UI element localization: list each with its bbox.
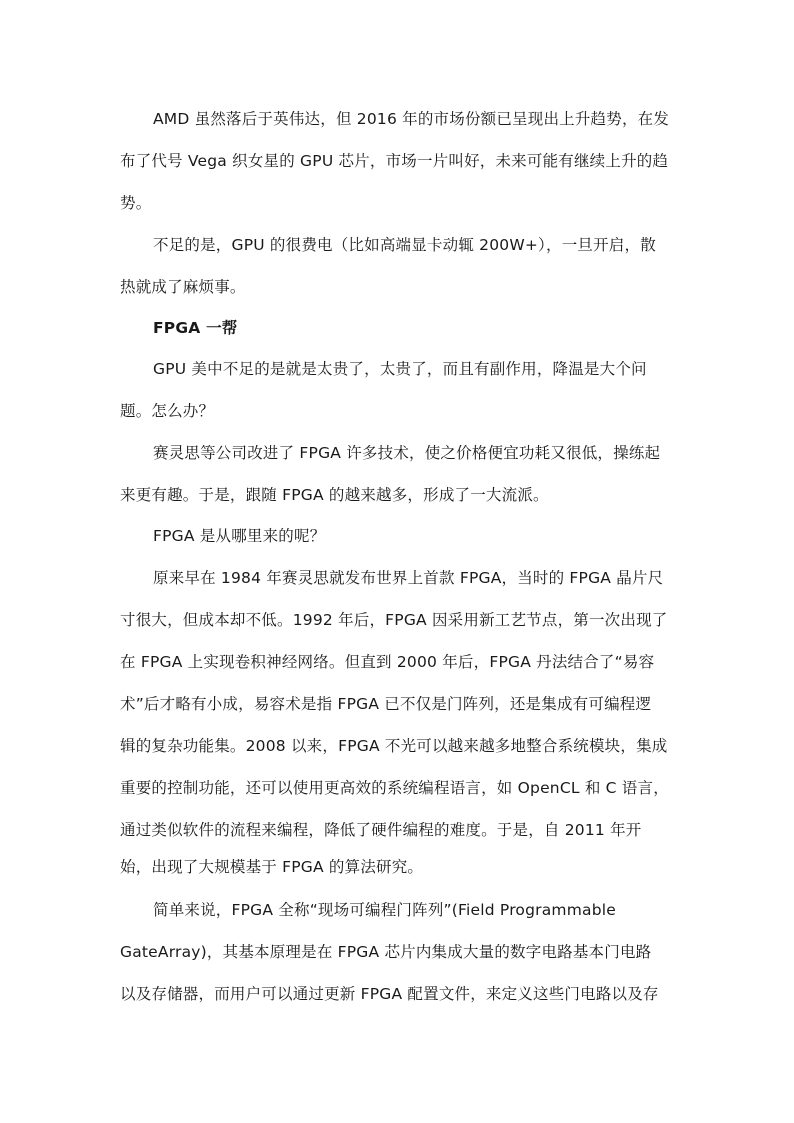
paragraph-2-line-2: 热就成了麻烦事。 [120, 278, 246, 296]
paragraph-6-line-2: 寸很大，但成本却不低。1992 年后，FPGA 因采用新工艺节点，第一次出现了 [120, 611, 668, 629]
section-heading: FPGA 一帮 [153, 319, 238, 337]
paragraph-1-line-1: AMD 虽然落后于英伟达，但 2016 年的市场份额已呈现出上升趋势，在发 [153, 110, 670, 128]
paragraph-5-line-1: FPGA 是从哪里来的呢？ [153, 527, 326, 545]
paragraph-6-line-4: 术”后才略有小成，易容术是指 FPGA 已不仅是门阵列，还是集成有可编程逻 [120, 695, 652, 713]
paragraph-3-line-2: 题。怎么办？ [120, 402, 215, 420]
paragraph-4-line-1: 赛灵思等公司改进了 FPGA 许多技术，使之价格便宜功耗又很低，操练起 [153, 444, 661, 462]
paragraph-1-line-3: 势。 [120, 194, 152, 212]
paragraph-7-line-1: 简单来说，FPGA 全称“现场可编程门阵列”(Field Programmable [153, 901, 616, 919]
paragraph-1-line-2: 布了代号 Vega 织女星的 GPU 芯片，市场一片叫好，未来可能有继续上升的趋 [120, 152, 669, 170]
paragraph-6-line-1: 原来早在 1984 年赛灵思就发布世界上首款 FPGA，当时的 FPGA 晶片尺 [153, 569, 664, 587]
paragraph-6-line-3: 在 FPGA 上实现卷积神经网络。但直到 2000 年后，FPGA 丹法结合了“易容 [120, 653, 655, 671]
paragraph-7-line-2: GateArray)，其基本原理是在 FPGA 芯片内集成大量的数字电路基本门电路 [120, 943, 652, 961]
paragraph-6-line-5: 辑的复杂功能集。2008 以来，FPGA 不光可以越来越多地整合系统模块，集成 [120, 737, 668, 755]
paragraph-4-line-2: 来更有趣。于是，跟随 FPGA 的越来越多，形成了一大流派。 [120, 486, 549, 504]
paragraph-6-line-6: 重要的控制功能，还可以使用更高效的系统编程语言，如 OpenCL 和 C 语言， [120, 779, 669, 797]
paragraph-6-line-7: 通过类似软件的流程来编程，降低了硬件编程的难度。于是，自 2011 年开 [120, 821, 642, 839]
paragraph-2-line-1: 不足的是，GPU 的很费电（比如高端显卡动辄 200W+），一旦开启，散 [153, 236, 656, 254]
paragraph-7-line-3: 以及存储器，而用户可以通过更新 FPGA 配置文件，来定义这些门电路以及存 [120, 985, 659, 1003]
paragraph-3-line-1: GPU 美中不足的是就是太贵了，太贵了，而且有副作用，降温是大个问 [153, 360, 647, 378]
paragraph-6-line-8: 始，出现了大规模基于 FPGA 的算法研究。 [120, 858, 424, 876]
